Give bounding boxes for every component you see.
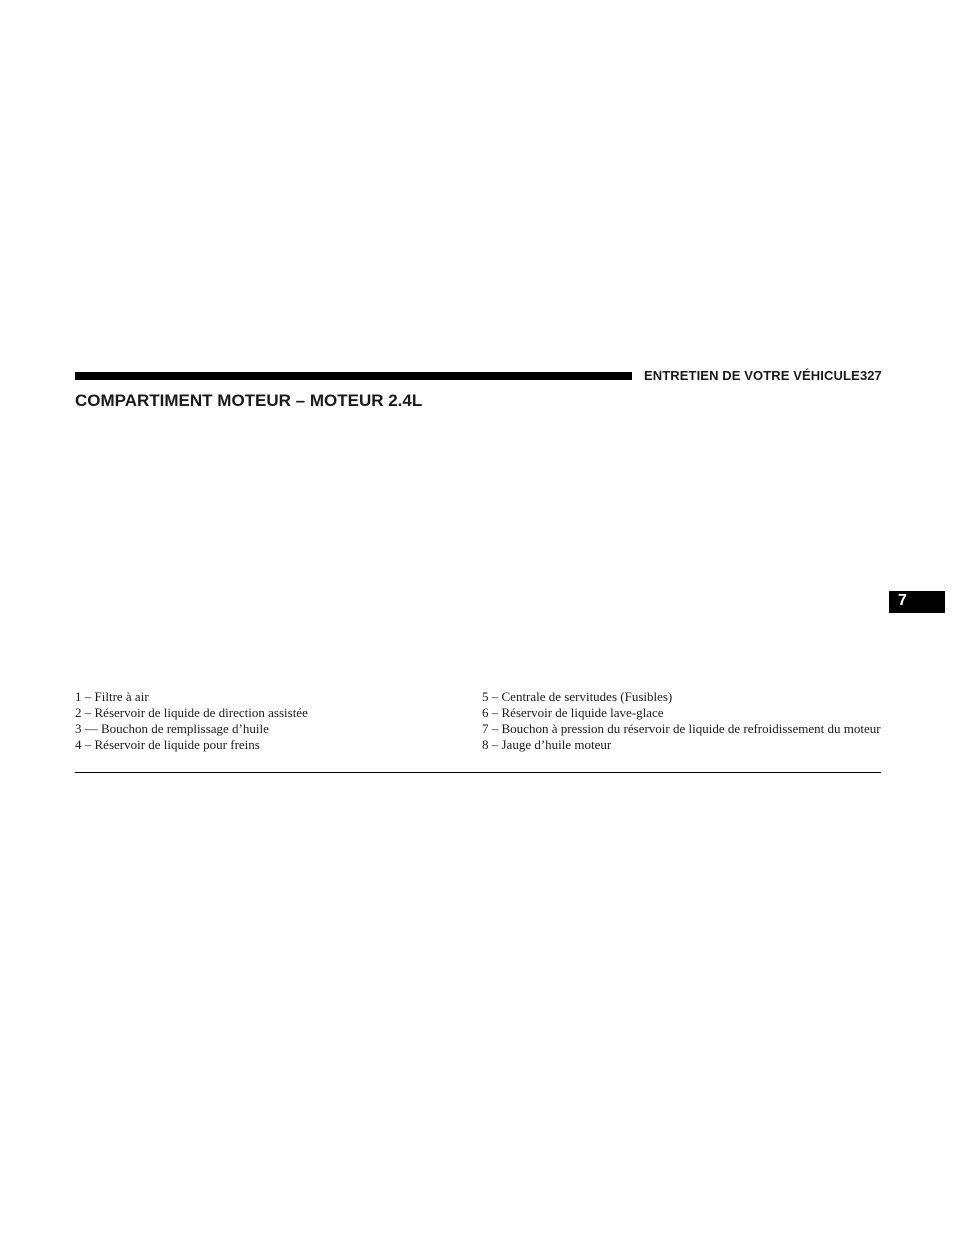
legend-item-4: 4 – Réservoir de liquide pour freins (75, 737, 260, 752)
legend-row (75, 721, 881, 737)
figure-legend (75, 689, 881, 753)
legend-item-5: 5 – Centrale de servitudes (Fusibles) (482, 689, 673, 704)
chapter-tab-number: 7 (898, 592, 907, 609)
legend-row (75, 705, 881, 721)
legend-item-8: 8 – Jauge d’huile moteur (482, 737, 612, 752)
header-rule (75, 372, 632, 380)
legend-item-3: 3 — Bouchon de remplissage d’huile (75, 721, 269, 736)
legend-item-1: 1 – Filtre à air (75, 689, 149, 704)
running-header-title: ENTRETIEN DE VOTRE VÉHICULE (644, 368, 860, 383)
section-title: COMPARTIMENT MOTEUR – MOTEUR 2.4L (75, 391, 423, 410)
legend-bottom-rule (75, 772, 881, 773)
legend-item-6: 6 – Réservoir de liquide lave-glace (482, 705, 664, 720)
chapter-tab (889, 591, 945, 613)
legend-row (75, 689, 881, 705)
page-number: 327 (860, 368, 882, 383)
legend-item-7: 7 – Bouchon à pression du réservoir de liquide de refroidissement du moteur (482, 721, 881, 736)
legend-item-2: 2 – Réservoir de liquide de direction assistée (75, 705, 308, 720)
legend-row (75, 737, 881, 753)
